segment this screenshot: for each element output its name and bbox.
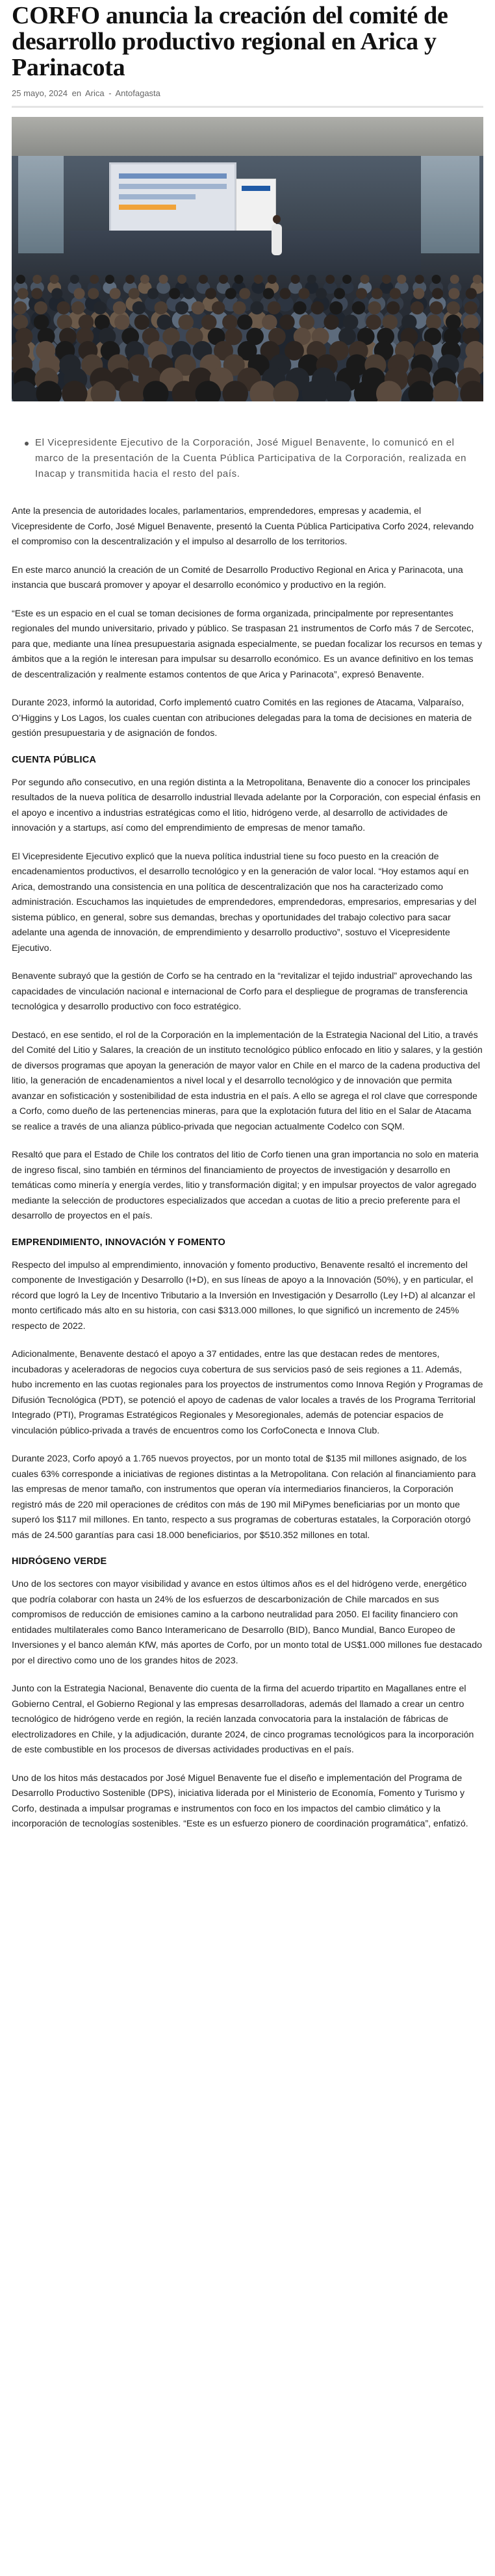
section-cuenta-publica xyxy=(12,776,483,1224)
section-hidrogeno-verde xyxy=(12,1577,483,1832)
article-photo xyxy=(12,117,483,401)
divider xyxy=(12,106,483,108)
meta-in-label: en xyxy=(71,88,82,98)
category-link-arica[interactable]: Arica xyxy=(85,88,105,98)
paragraph: Uno de los sectores con mayor visibilidad y avance en estos últimos años es el del hidrógeno verde, energético que podría colaborar con hasta un 24% de los esfuerzos de descarbonización de Chile marcados en sus compromisos de reducción de emisiones camino a la carbono neutralidad para 2050. El facility financiero con entidades multilaterales como Banco Interamericano de Desarrollo (BID), Banco Mundial, Banco Europeo de Inversiones y el banco alemán KfW, más aportes de Corfo, por un monto total de US$1.000 millones fue destacado por el directivo como uno de los grandes hitos de 2023. xyxy=(12,1579,482,1666)
paragraph: Destacó, en ese sentido, el rol de la Corporación en la implementación de la Estrategia Nacional del Litio, a través del Comité del Litio y Salares, la creación de un instituto tecnológico público enfocado en litio y salares, y la gestión de diversos programas que apoyan la generación de mayor valor en Chile en el marco de la cadena productiva del litio, la generación de encadenamientos a nivel local y el desarrollo tecnológico y de innovación que permita avanzar en sofisticación y sostenibilidad de esta industria en el país. A ello se agrega el rol clave que corresponde a Corfo, como dueño de las pertenencias mineras, para que la explotación futura del litio en el Salar de Atacama se realice a través de una alianza público-privada que negocian actualmente Codelco con SQM. xyxy=(12,1029,483,1132)
paragraph: Respecto del impulso al emprendimiento, innovación y fomento productivo, Benavente resaltó el incremento del componente de Investigación y Desarrollo (I+D), en sus líneas de apoyo a la Innovación (50%), y en particular, el récord que logró la Ley de Incentivo Tributario a la Inversión en Investigación y Desarrollo (Ley I+D) al alcanzar el monto certificado más alto en su historia, con casi $313.000 millones, lo que significó un incremento de 245% respecto de 2022. xyxy=(12,1259,476,1332)
paragraph: Ante la presencia de autoridades locales, parlamentarios, emprendedores, empresas y academia, el Vicepresidente de Corfo, José Miguel Benavente, presentó la Cuenta Pública Participativa Corfo 2024, relevando el compromiso con la descentralización y el impulso al desarrollo de los territorios. xyxy=(12,506,474,547)
article-title: CORFO anuncia la creación del comité de desarrollo productivo regional en Arica y Parinacota xyxy=(12,2,448,81)
paragraph: Junto con la Estrategia Nacional, Benavente dio cuenta de la firma del acuerdo tripartito en Magallanes entre el Gobierno Central, el Gobierno Regional y las empresas desarrolladoras, además del llamado a crear un centro tecnológico de hidrógeno verde en región, la recién lanzada convocatoria para la instalación de fábricas de electrolizadores en Chile, y la adjudicación, durante 2024, de cinco programas tecnológicos para la incorporación de este combustible en los procesos de diversas actividades productivas en el país. xyxy=(12,1684,474,1755)
paragraph: Benavente subrayó que la gestión de Corfo se ha centrado en la “revitalizar el tejido industrial” aprovechando las capacidades de vinculación nacional e internacional de Corfo para el despliegue de programas de transferencia tecnológica y desarrollo productivo con foco estratégico. xyxy=(12,971,473,1012)
paragraph: Resaltó que para el Estado de Chile los contratos del litio de Corfo tienen una gran importancia no solo en materia de ingreso fiscal, sino también en términos del financiamiento de proyectos de investigación y desarrollo en temáticas como minería y energía verdes, litio y transformación digital; y en impulsar proyectos de valor agregado mediante la selección de productores especializados que accedan a cuotas de litio a precio preferente para el desarrollo de proyectos en el país. xyxy=(12,1150,479,1221)
section-heading-cuenta-publica: CUENTA PÚBLICA xyxy=(12,754,97,765)
category-link-antofagasta[interactable]: Antofagasta xyxy=(115,88,160,98)
meta-separator: - xyxy=(108,88,112,98)
paragraph: Por segundo año consecutivo, en una región distinta a la Metropolitana, Benavente dio a conocer los principales resultados de la nueva política de desarrollo industrial llevada adelante por la Corporación, con especial énfasis en el apoyo e incentivo a industrias estratégicas como el litio, hidrógeno verde, al desarrollo de actividades de innovación y a startups, así como del emprendimiento de empresas de menor tamaño. xyxy=(12,777,481,833)
section-heading-emprendimiento: EMPRENDIMIENTO, INNOVACIÓN Y FOMENTO xyxy=(12,1237,225,1248)
article-meta xyxy=(12,88,483,98)
photo-audience xyxy=(12,117,483,401)
paragraph: Durante 2023, Corfo apoyó a 1.765 nuevos proyectos, por un monto total de $135 mil millones asignado, de los cuales 63% corresponde a iniciativas de regiones distintas a la Metropolitana. Con relación al financiamiento para las empresas de menor tamaño, con instrumentos que operan vía intermediarios financieros, la Corporación registró más de 220 mil operaciones de créditos con más de 190 mil MiPymes beneficiarias por un monto que superó los $117 mil millones. En tanto, respecto a sus programas de coberturas estatales, la Corporación otorgó más de 24.500 garantías para casi 18.000 beneficiarios, por $510.352 millones en total. xyxy=(12,1454,476,1541)
caption-text: El Vicepresidente Ejecutivo de la Corporación, José Miguel Benavente, lo comunicó en el marco de la presentación de la Cuenta Pública Participativa de la Corporación, realizada en Inacap y transmitida hacia el resto del país. xyxy=(35,437,467,479)
section-emprendimiento xyxy=(12,1258,483,1544)
intro-section xyxy=(12,504,483,742)
article-date: 25 mayo, 2024 xyxy=(12,88,68,98)
paragraph: “Este es un espacio en el cual se toman decisiones de forma organizada, principalmente por representantes regionales del mundo universitario, privado y público. Se traspasan 21 instrumentos de Corfo más 7 de Sercotec, para que, mediante una línea presupuestaria asignada especialmente, se puedan focalizar los recursos en temas y ámbitos que a la región le interesan para impulsar su desarrollo económico. Es un avance definitivo en los temas de descentralización y realmente estamos contentos de que Arica y Parinacota”, expresó Benavente. xyxy=(12,608,483,680)
photo-caption xyxy=(12,435,483,482)
paragraph: El Vicepresidente Ejecutivo explicó que la nueva política industrial tiene su foco puesto en la creación de encadenamientos productivos, el desarrollo tecnológico y en la generación de valor local. “Hoy estamos aquí en Arica, demostrando una consistencia en una política de descentralización que nos ha caracterizado como administración. Escuchamos las inquietudes de emprendedores, emprendedoras, empresarios, empresarias y del sistema público, en general, sobre sus demandas, brechas y oportunidades del trabajo colectivo para sacar adelante una agenda de innovación, de emprendimiento y desarrollo productivo”, sostuvo el Vicepresidente Ejecutivo. xyxy=(12,851,477,953)
article xyxy=(0,3,495,1832)
paragraph: Uno de los hitos más destacados por José Miguel Benavente fue el diseño e implementación del Programa de Desarrollo Productivo Sostenible (DPS), iniciativa liderada por el Ministerio de Economía, Fomento y Turismo y Corfo, destinada a impulsar programas e instrumentos con foco en los impactos del cambio climático y la incorporación de tecnologías sostenibles. “Este es un esfuerzo pionero de coordinación programática”, enfatizó. xyxy=(12,1773,468,1829)
paragraph: Durante 2023, informó la autoridad, Corfo implementó cuatro Comités en las regiones de Atacama, Valparaíso, O’Higgins y Los Lagos, los cuales cuentan con atribuciones delegadas para la toma de decisiones en materia de gestión presupuestaria y de asignación de fondos. xyxy=(12,698,472,739)
bullet-icon xyxy=(25,442,29,446)
paragraph: Adicionalmente, Benavente destacó el apoyo a 37 entidades, entre las que destacan redes de mentores, incubadoras y aceleradoras de negocios cuya cobertura de sus servicios pasó de seis regiones a 11. Además, hubo incremento en las cuotas regionales para los proyectos de instrumentos como Innova Región y Programas de Difusión Tecnológica (PDT), se potenció el apoyo de cadenas de valor locales a través de los Programa Territorial Integrado (PTI), Programas Estratégicos Regionales y Mesoregionales, además de potenciar espacios de vinculación público-privada a través de encuentros como los CorfoConecta e Innova Club. xyxy=(12,1349,483,1436)
paragraph: En este marco anunció la creación de un Comité de Desarrollo Productivo Regional en Arica y Parinacota, una instancia que buscará promover y apoyar el desarrollo económico y productivo en la región. xyxy=(12,564,463,590)
section-heading-hidrogeno-verde: HIDRÓGENO VERDE xyxy=(12,1556,107,1567)
